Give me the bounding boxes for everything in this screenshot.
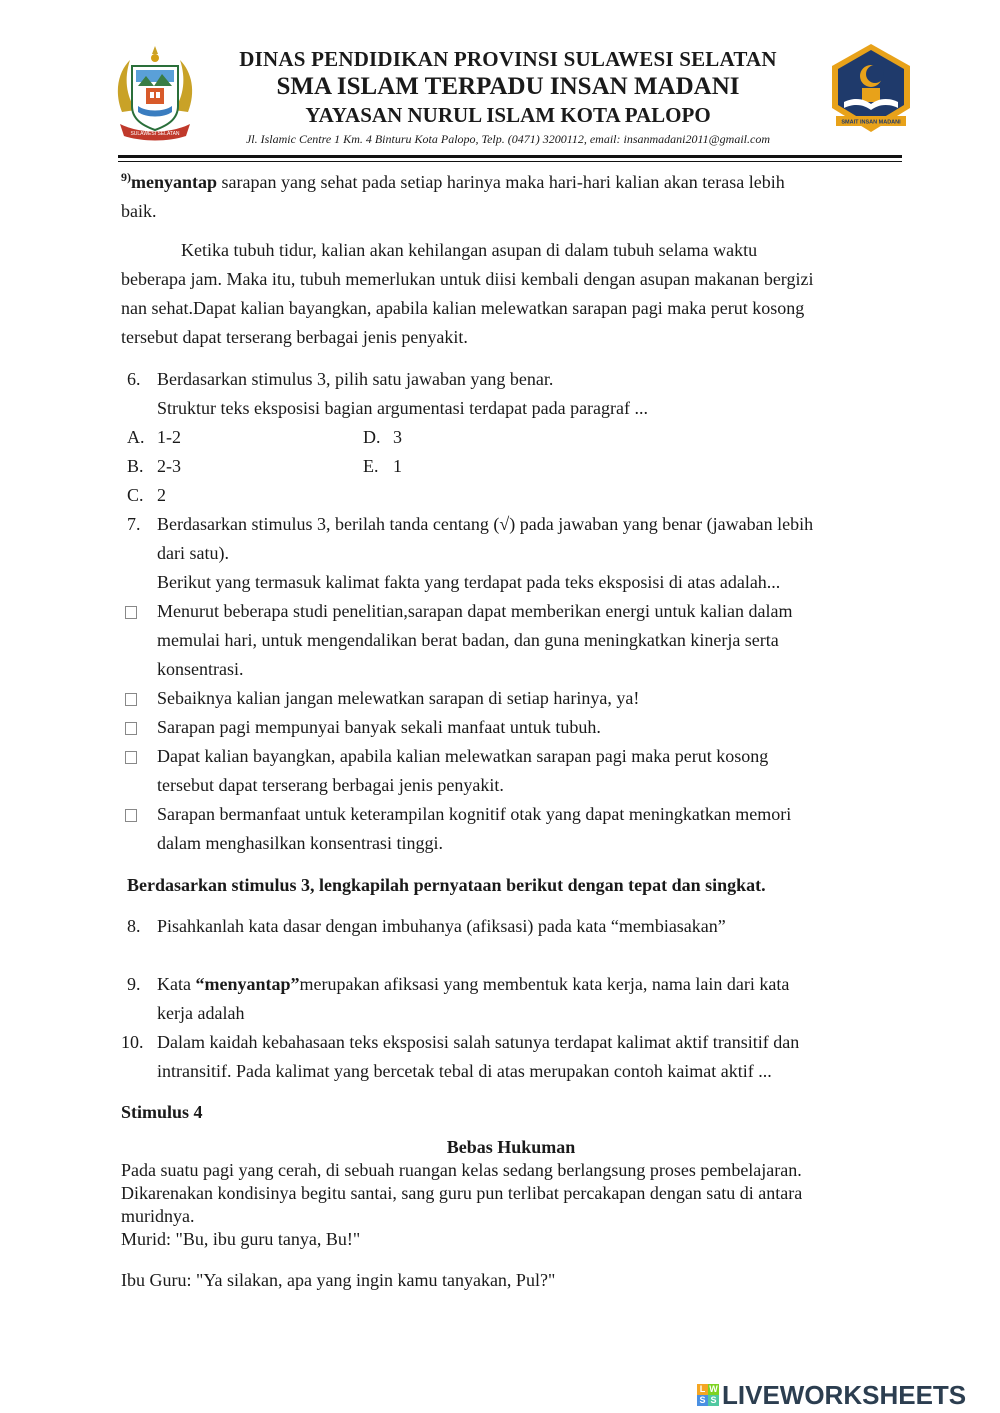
option-label: E. — [363, 456, 379, 476]
choice-line: Sebaiknya kalian jangan melewatkan sarapan di setiap harinya, ya! — [157, 688, 640, 708]
liveworksheets-logo-icon — [697, 1384, 719, 1406]
story-line-1: Pada suatu pagi yang cerah, di sebuah ruangan kelas sedang berlangsung proses pembelajaran. — [121, 1160, 802, 1180]
section-instruction: Berdasarkan stimulus 3, lengkapilah pernyataan berikut dengan tepat dan singkat. — [127, 875, 766, 895]
option-e[interactable] — [363, 452, 402, 481]
checkbox[interactable] — [125, 693, 137, 706]
question-7 — [121, 510, 901, 597]
question-number: 6. — [127, 369, 141, 389]
school-emblem-icon — [826, 42, 916, 138]
header-rule-thick — [118, 155, 902, 158]
checkbox-choice-1[interactable] — [121, 597, 901, 684]
option-label: C. — [127, 485, 144, 505]
option-text: 3 — [393, 427, 402, 447]
question-7-line-3: Berikut yang termasuk kalimat fakta yang terdapat pada teks eksposisi di atas adalah... — [157, 572, 781, 592]
question-9-rest: merupakan afiksasi yang membentuk kata kerja, nama lain dari kata — [299, 974, 790, 994]
liveworksheets-brand: LIVEWORKSHEETS — [722, 1379, 967, 1410]
story-text — [121, 1159, 901, 1251]
provincial-emblem-icon — [110, 42, 200, 142]
option-text: 1-2 — [157, 427, 181, 447]
question-number: 7. — [127, 514, 141, 534]
continued-line-2: baik. — [121, 201, 157, 221]
choice-line: Sarapan bermanfaat untuk keterampilan kognitif otak yang dapat meningkatkan memori — [157, 804, 792, 824]
choice-line: tersebut dapat terserang berbagai jenis penyakit. — [157, 775, 504, 795]
footnote-marker: 9) — [121, 170, 131, 184]
logo-cell: S — [697, 1395, 708, 1406]
story-line-4: Murid: "Bu, ibu guru tanya, Bu!" — [121, 1229, 361, 1249]
checkbox-choice-3[interactable] — [121, 713, 901, 742]
story-line-2: Dikarenakan kondisinya begitu santai, sang guru pun terlibat percakapan dengan satu di antara — [121, 1183, 803, 1203]
checkbox[interactable] — [125, 751, 137, 764]
question-number: 8. — [127, 916, 141, 936]
option-text: 2-3 — [157, 456, 181, 476]
question-9-prefix: Kata — [157, 974, 196, 994]
question-9 — [121, 970, 901, 1028]
logo-cell: S — [708, 1395, 719, 1406]
choice-line: Menurut beberapa studi penelitian,sarapan dapat memberikan energi untuk kalian dalam — [157, 601, 793, 621]
checkbox-choice-5[interactable] — [121, 800, 901, 858]
option-a[interactable] — [127, 423, 181, 452]
option-b[interactable] — [127, 452, 181, 481]
question-8-line-1: Pisahkanlah kata dasar dengan imbuhanya (afiksasi) pada kata “membiasakan” — [157, 916, 726, 936]
school-name: SMA ISLAM TERPADU INSAN MADANI — [276, 73, 740, 100]
paragraph-line-1: Ketika tubuh tidur, kalian akan kehilangan asupan di dalam tubuh selama waktu — [181, 240, 758, 260]
letterhead-line-1: DINAS PENDIDIKAN PROVINSI SULAWESI SELATAN — [239, 47, 777, 71]
logo-cell: L — [697, 1384, 708, 1395]
paragraph-line-4: tersebut dapat terserang berbagai jenis penyakit. — [121, 327, 468, 347]
question-8 — [121, 912, 901, 941]
option-text: 2 — [157, 485, 166, 505]
question-7-line-1: Berdasarkan stimulus 3, berilah tanda centang (√) pada jawaban yang benar (jawaban lebih — [157, 514, 814, 534]
school-address: Jl. Islamic Centre 1 Km. 4 Binturu Kota Palopo, Telp. (0471) 3200112, email: insanmadani2011@gmail.com — [245, 132, 770, 146]
continued-line-1: sarapan yang sehat pada setiap harinya maka hari-hari kalian akan terasa lebih — [217, 172, 785, 192]
checkbox-choice-2[interactable] — [121, 684, 901, 713]
question-9-line-2: kerja adalah — [157, 1003, 245, 1023]
emblem-caption: SULAWESI SELATAN — [130, 131, 180, 137]
question-7-line-2: dari satu). — [157, 543, 229, 563]
letterhead — [200, 46, 816, 148]
checkbox[interactable] — [125, 606, 137, 619]
option-d[interactable] — [363, 423, 402, 452]
choice-line: konsentrasi. — [157, 659, 244, 679]
option-label: A. — [127, 427, 145, 447]
choice-line: Dapat kalian bayangkan, apabila kalian melewatkan sarapan pagi maka perut kosong — [157, 746, 769, 766]
checkbox-choice-4[interactable] — [121, 742, 901, 800]
paragraph — [121, 236, 901, 352]
paragraph-line-3: nan sehat.Dapat kalian bayangkan, apabila kalian melewatkan sarapan pagi maka perut kosong — [121, 298, 805, 318]
option-label: B. — [127, 456, 144, 476]
question-number: 9. — [127, 974, 141, 994]
choice-line: Sarapan pagi mempunyai banyak sekali manfaat untuk tubuh. — [157, 717, 601, 737]
paragraph-line-2: beberapa jam. Maka itu, tubuh memerlukan untuk diisi kembali dengan asupan makanan bergizi — [121, 269, 814, 289]
story-title: Bebas Hukuman — [446, 1137, 576, 1157]
choice-line: memulai hari, untuk mengendalikan berat badan, dan guna meningkatkan kinerja serta — [157, 630, 779, 650]
story-line-5: Ibu Guru: "Ya silakan, apa yang ingin kamu tanyakan, Pul?" — [121, 1270, 556, 1290]
liveworksheets-watermark[interactable] — [697, 1380, 966, 1410]
checkbox[interactable] — [125, 809, 137, 822]
highlight-word: menyantap — [131, 172, 218, 192]
continued-text — [121, 168, 901, 226]
question-6 — [121, 365, 901, 423]
option-c[interactable] — [127, 481, 166, 510]
option-text: 1 — [393, 456, 402, 476]
story-line-3: muridnya. — [121, 1206, 195, 1226]
question-10-line-1: Dalam kaidah kebahasaan teks eksposisi salah satunya terdapat kalimat aktif transitif dan — [157, 1032, 800, 1052]
logo-cell: W — [709, 1384, 718, 1394]
question-6-line-1: Berdasarkan stimulus 3, pilih satu jawaban yang benar. — [157, 369, 554, 389]
school-emblem-caption: SMAIT INSAN MADANI — [841, 119, 901, 126]
question-10 — [121, 1028, 901, 1086]
question-9-keyword: “menyantap” — [195, 974, 300, 994]
question-6-line-2: Struktur teks eksposisi bagian argumentasi terdapat pada paragraf ... — [157, 398, 649, 418]
checkbox[interactable] — [125, 722, 137, 735]
question-number: 10. — [121, 1032, 144, 1052]
option-label: D. — [363, 427, 381, 447]
question-10-line-2: intransitif. Pada kalimat yang bercetak tebal di atas merupakan contoh kaimat aktif ... — [157, 1061, 772, 1081]
choice-line: dalam menghasilkan konsentrasi tinggi. — [157, 833, 443, 853]
foundation-name: YAYASAN NURUL ISLAM KOTA PALOPO — [305, 103, 711, 127]
stimulus-heading: Stimulus 4 — [121, 1102, 203, 1122]
header-rule-thin — [118, 161, 902, 162]
